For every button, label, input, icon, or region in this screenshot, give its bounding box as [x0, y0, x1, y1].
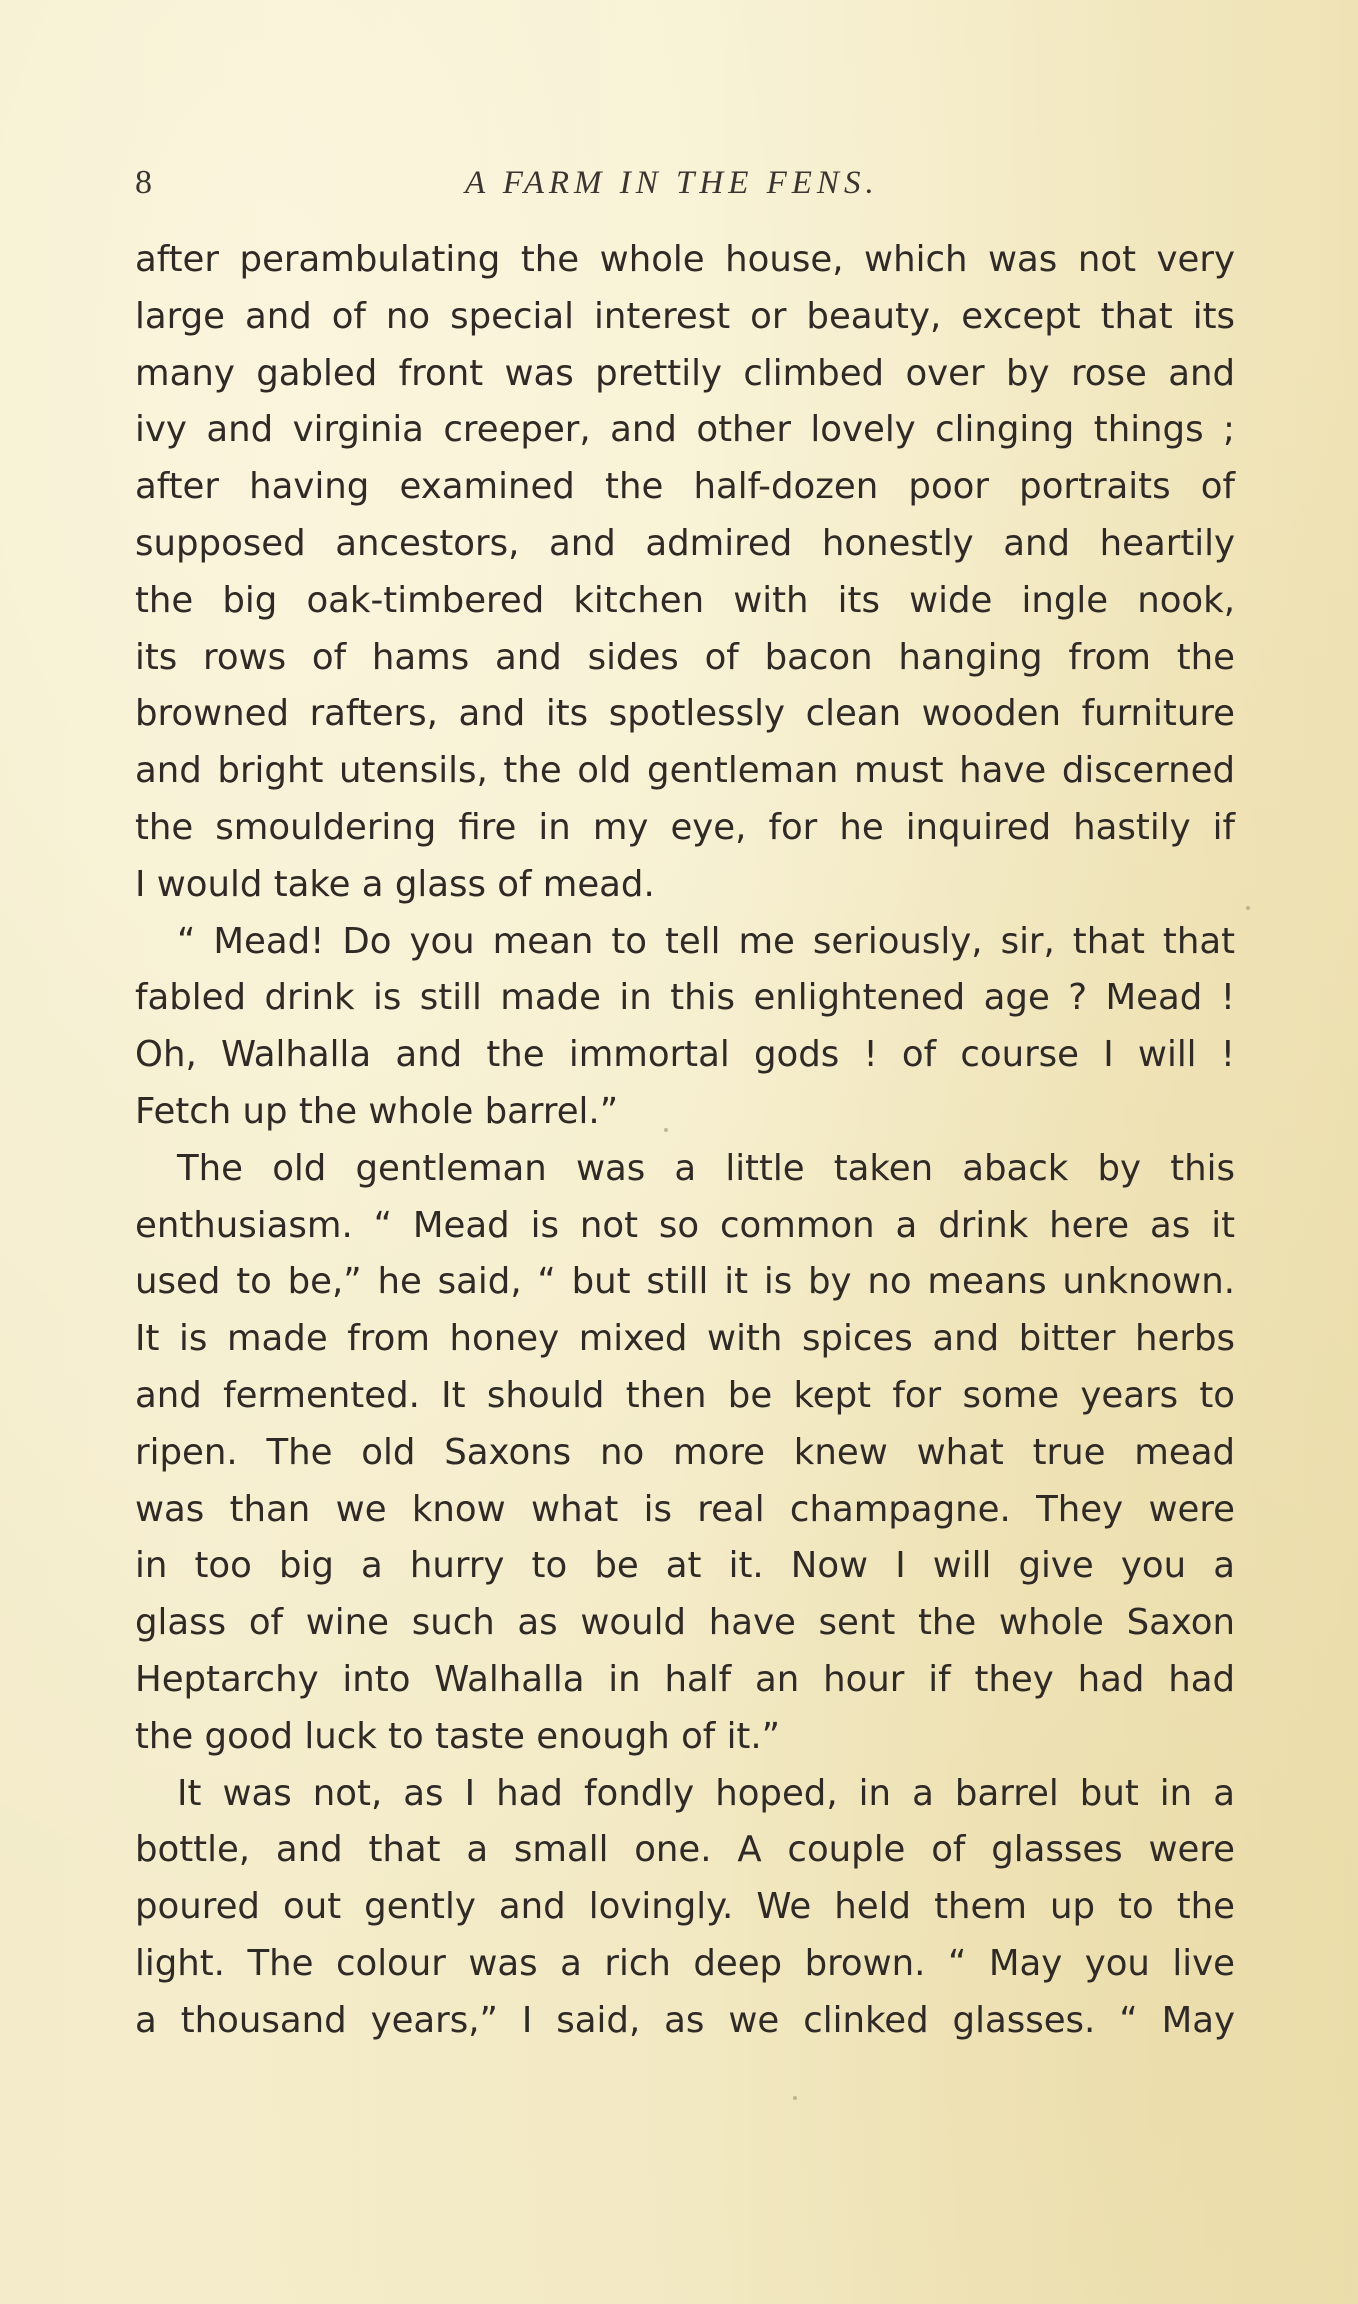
paper-speck [664, 1128, 668, 1132]
text-line: Heptarchy into Walhalla in half an hour if they had had [135, 1658, 1235, 1700]
text-line: after having examined the half-dozen poor portraits of [135, 466, 1235, 508]
text-line: ripen. The old Saxons no more knew what true mead [135, 1431, 1235, 1473]
text-line: enthusiasm. “ Mead is not so common a drink here as it [135, 1204, 1235, 1246]
text-line: browned rafters, and its spotlessly clean wooden furniture [135, 693, 1235, 735]
text-line: and bright utensils, the old gentleman must have discerned [135, 750, 1235, 792]
page-number: 8 [135, 164, 152, 201]
text-line: Oh, Walhalla and the immortal gods ! of course I will ! [135, 1034, 1235, 1076]
paper-speck [793, 2096, 797, 2100]
text-line: light. The colour was a rich deep brown. “ May you live [135, 1942, 1235, 1984]
text-line: glass of wine such as would have sent the whole Saxon [135, 1602, 1235, 1644]
text-line: used to be,” he said, “ but still it is by no means unknown. [135, 1261, 1235, 1303]
body-text [135, 232, 1235, 2050]
text-line: It was not, as I had fondly hoped, in a barrel but in a [177, 1772, 1235, 1814]
text-line: its rows of hams and sides of bacon hanging from the [135, 636, 1235, 678]
text-line: “ Mead! Do you mean to tell me seriously, sir, that that [177, 920, 1235, 962]
paper-speck [1246, 906, 1250, 910]
text-line: supposed ancestors, and admired honestly and heartily [135, 522, 1235, 564]
text-line: fabled drink is still made in this enlightened age ? Mead ! [135, 977, 1235, 1019]
text-line: It is made from honey mixed with spices and bitter herbs [135, 1318, 1235, 1360]
text-line: a thousand years,” I said, as we clinked glasses. “ May [135, 1999, 1235, 2041]
text-line: bottle, and that a small one. A couple of glasses were [135, 1829, 1235, 1871]
running-title: A FARM IN THE FENS. [465, 165, 879, 201]
text-line: the good luck to taste enough of it.” [135, 1715, 781, 1757]
text-line: ivy and virginia creeper, and other lovely clinging things ; [135, 409, 1235, 451]
text-line: after perambulating the whole house, which was not very [135, 239, 1235, 280]
text-line: The old gentleman was a little taken aback by this [177, 1147, 1235, 1189]
text-line: many gabled front was prettily climbed over by rose and [135, 352, 1235, 394]
running-head [135, 158, 1235, 208]
text-line: I would take a glass of mead. [135, 863, 655, 905]
text-line: Fetch up the whole barrel.” [135, 1090, 619, 1132]
text-line: in too big a hurry to be at it. Now I will give you a [135, 1545, 1235, 1587]
text-line: poured out gently and lovingly. We held them up to the [135, 1886, 1235, 1928]
text-line: and fermented. It should then be kept for some years to [135, 1374, 1235, 1416]
text-line: the smouldering fire in my eye, for he inquired hastily if [135, 806, 1235, 848]
text-line: large and of no special interest or beauty, except that its [135, 295, 1235, 337]
text-line: the big oak-timbered kitchen with its wide ingle nook, [135, 579, 1235, 621]
text-line: was than we know what is real champagne. They were [135, 1488, 1235, 1530]
